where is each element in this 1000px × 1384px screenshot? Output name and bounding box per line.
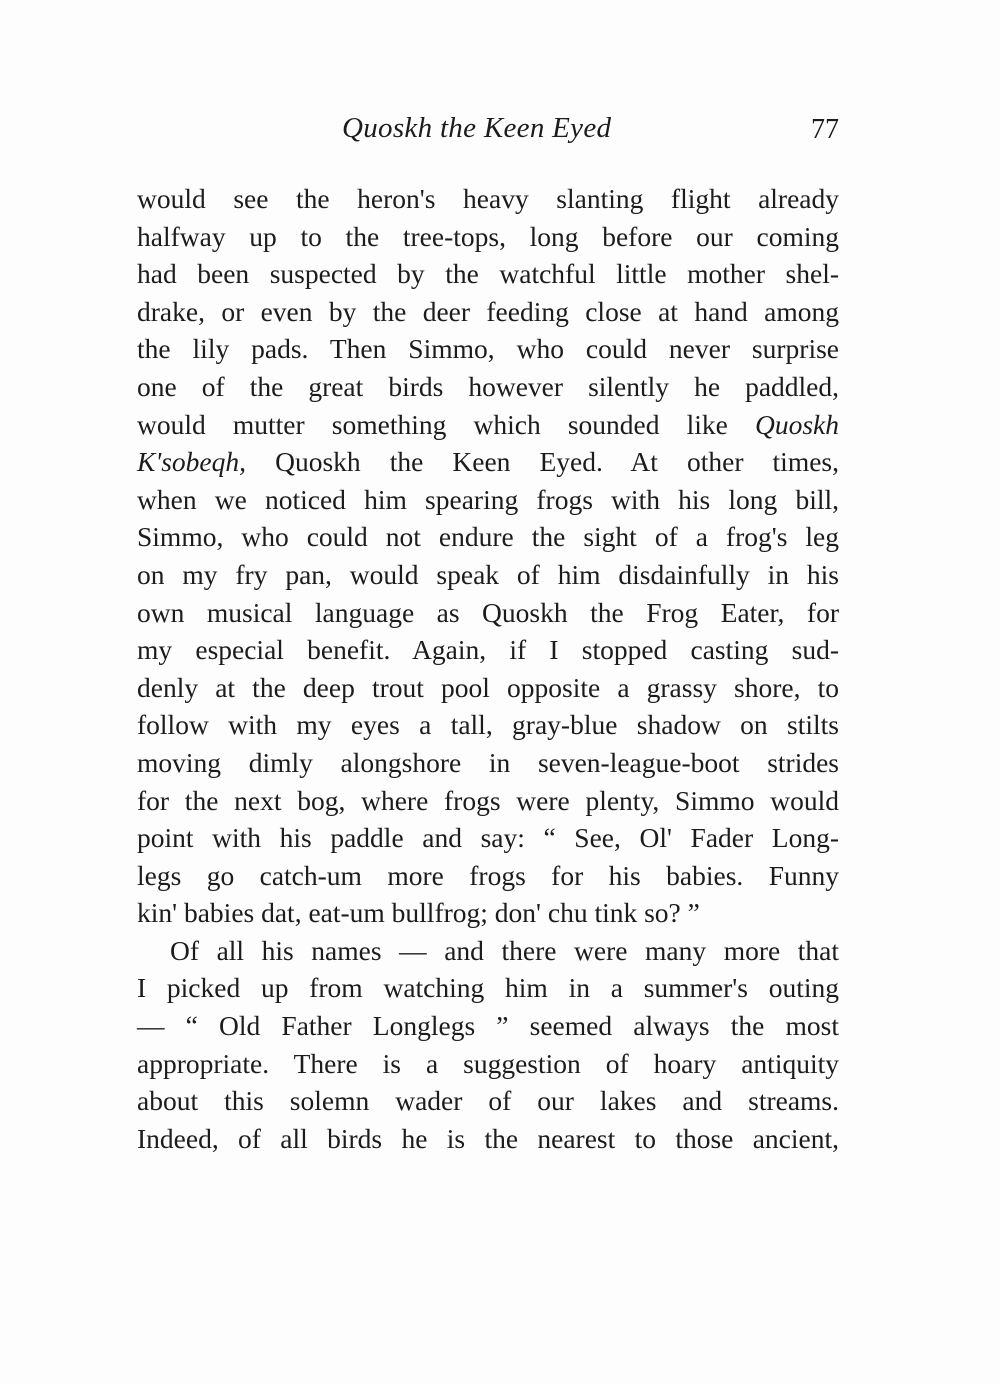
text-line: on my fry pan, would speak of him disdainfully in his	[137, 558, 839, 590]
text-line: the lily pads. Then Simmo, who could never surprise	[137, 333, 839, 365]
indian-name-italic: K'sobeqh,	[137, 446, 247, 478]
body-text	[137, 180, 839, 1157]
text-line	[137, 406, 839, 444]
text-line: — “ Old Father Longlegs ” seemed always the most	[137, 1010, 839, 1042]
paragraph	[137, 180, 839, 932]
text-run: Quoskh the Keen Eyed. At other times,	[246, 446, 839, 478]
text-line: one of the great birds however silently he paddled,	[137, 370, 839, 402]
running-title: Quoskh the Keen Eyed	[342, 112, 612, 144]
text-line: Indeed, of all birds he is the nearest to those ancient,	[137, 1122, 839, 1154]
text-line: follow with my eyes a tall, gray-blue shadow on stilts	[137, 709, 839, 741]
text-line: legs go catch-um more frogs for his babies. Funny	[137, 859, 839, 891]
text-line: I picked up from watching him in a summer's outing	[137, 972, 839, 1004]
text-run: would mutter something which sounded like	[137, 408, 755, 440]
running-head	[137, 112, 839, 152]
text-line: denly at the deep trout pool opposite a grassy shore, to	[137, 671, 839, 703]
text-line: would see the heron's heavy slanting flight already	[137, 183, 839, 214]
paragraph	[137, 932, 839, 1158]
text-line: own musical language as Quoskh the Frog Eater, for	[137, 596, 839, 628]
indian-name-italic: Quoskh	[754, 408, 839, 440]
text-line: Of all his names — and there were many more that	[170, 934, 839, 966]
page-number: 77	[811, 114, 839, 145]
text-line: kin' babies dat, eat-um bullfrog; don' chu tink so? ”	[137, 897, 700, 929]
text-line: about this solemn wader of our lakes and streams.	[137, 1085, 839, 1117]
text-line: appropriate. There is a suggestion of hoary antiquity	[137, 1047, 839, 1079]
text-line: point with his paddle and say: “ See, Ol' Fader Long-	[137, 822, 839, 854]
text-line: when we noticed him spearing frogs with his long bill,	[137, 483, 839, 515]
text-line: had been suspected by the watchful little mother shel-	[137, 258, 839, 290]
text-line	[137, 443, 839, 481]
text-line: my especial benefit. Again, if I stopped casting sud-	[137, 634, 839, 666]
text-line: drake, or even by the deer feeding close at hand among	[137, 295, 839, 327]
text-line: Simmo, who could not endure the sight of a frog's leg	[137, 521, 839, 553]
text-line: for the next bog, where frogs were plenty, Simmo would	[137, 784, 839, 816]
text-line: halfway up to the tree-tops, long before our coming	[137, 220, 839, 252]
text-line: moving dimly alongshore in seven-league-boot strides	[137, 746, 839, 778]
